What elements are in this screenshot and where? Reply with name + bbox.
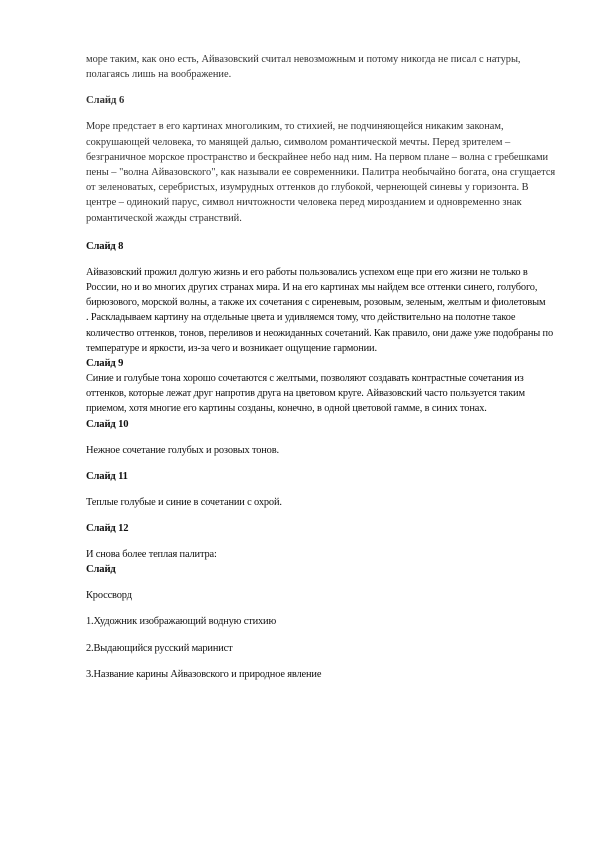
slide-9-heading: Слайд 9 [86,358,124,370]
slide-6-paragraph: Море предстает в его картинах многоликим, то стихией, не подчиняющейся никаким законам, сокрушающей человека, то манящей далью, символом романтической мечты. Перед зрителем – безграничное морское пространство и бескрайнее небо над ним. На первом плане – волна с гребешками пены – "волна Айвазовского", как называли ее современники. Палитра необычайно богата, она сгущается от зеленоватых, серебристых, изумрудных оттенков до глубокой, чернеющей синевы у горизонта. В центре – одинокий парус, символ ничтожности человека перед мирозданием и одновременно знак романтической жажды странствий. [86,121,556,224]
slide-6-heading: Слайд 6 [86,95,125,107]
slide-8-paragraph-2: . Раскладываем картину на отдельные цвета и удивляемся тому, что действительно на полотне такое количество оттенков, тонов, переливов и неожиданных сочетаний. Как правило, они даже уже подобраны по температуре и яркости, из-за чего и возникает ощущение гармонии. [86,312,553,354]
intro-paragraph: море таким, как оно есть, Айвазовский считал невозможным и потому никогда не писал с натуры, полагаясь лишь на воображение. [86,54,521,81]
slide-10-paragraph: Нежное сочетание голубых и розовых тонов. [86,444,279,456]
crossword-item-1: 1.Художник изображающий водную стихию [86,616,277,628]
crossword-item-3: 3.Название карины Айвазовского и природное явление [86,668,322,680]
slide-11-paragraph: Теплые голубые и синие в сочетании с охрой. [86,496,282,508]
slide-9-paragraph: Синие и голубые тона хорошо сочетаются с желтыми, позволяют создавать контрастные сочетания из оттенков, которые лежат друг напротив друга на цветовом круге. Айвазовский часто пользуется таким приемом, хотя многие его картины созданы, конечно, в одной цветовой гамме, в синих тонах. [86,373,525,415]
slide-heading: Слайд [86,564,116,576]
slide-10-heading: Слайд 10 [86,418,129,430]
crossword-title: Кроссворд [86,590,132,602]
slide-12-paragraph: И снова более теплая палитра: [86,549,217,561]
slide-8-heading: Слайд 8 [86,240,124,252]
crossword-item-2: 2.Выдающийся русский маринист [86,642,233,654]
slide-8-paragraph-1: Айвазовский прожил долгую жизнь и его работы пользовались успехом еще при его жизни не только в России, но и во многих других странах мира. И на его картинах мы найдем все оттенки синего, голубого, бирюзового, морской волны, а также их сочетания с сиреневым, розовым, зеленым, желтым и фиолетовым [86,266,546,309]
slide-11-heading: Слайд 11 [86,470,128,482]
document-page [86,52,556,682]
slide-12-heading: Слайд 12 [86,523,129,535]
